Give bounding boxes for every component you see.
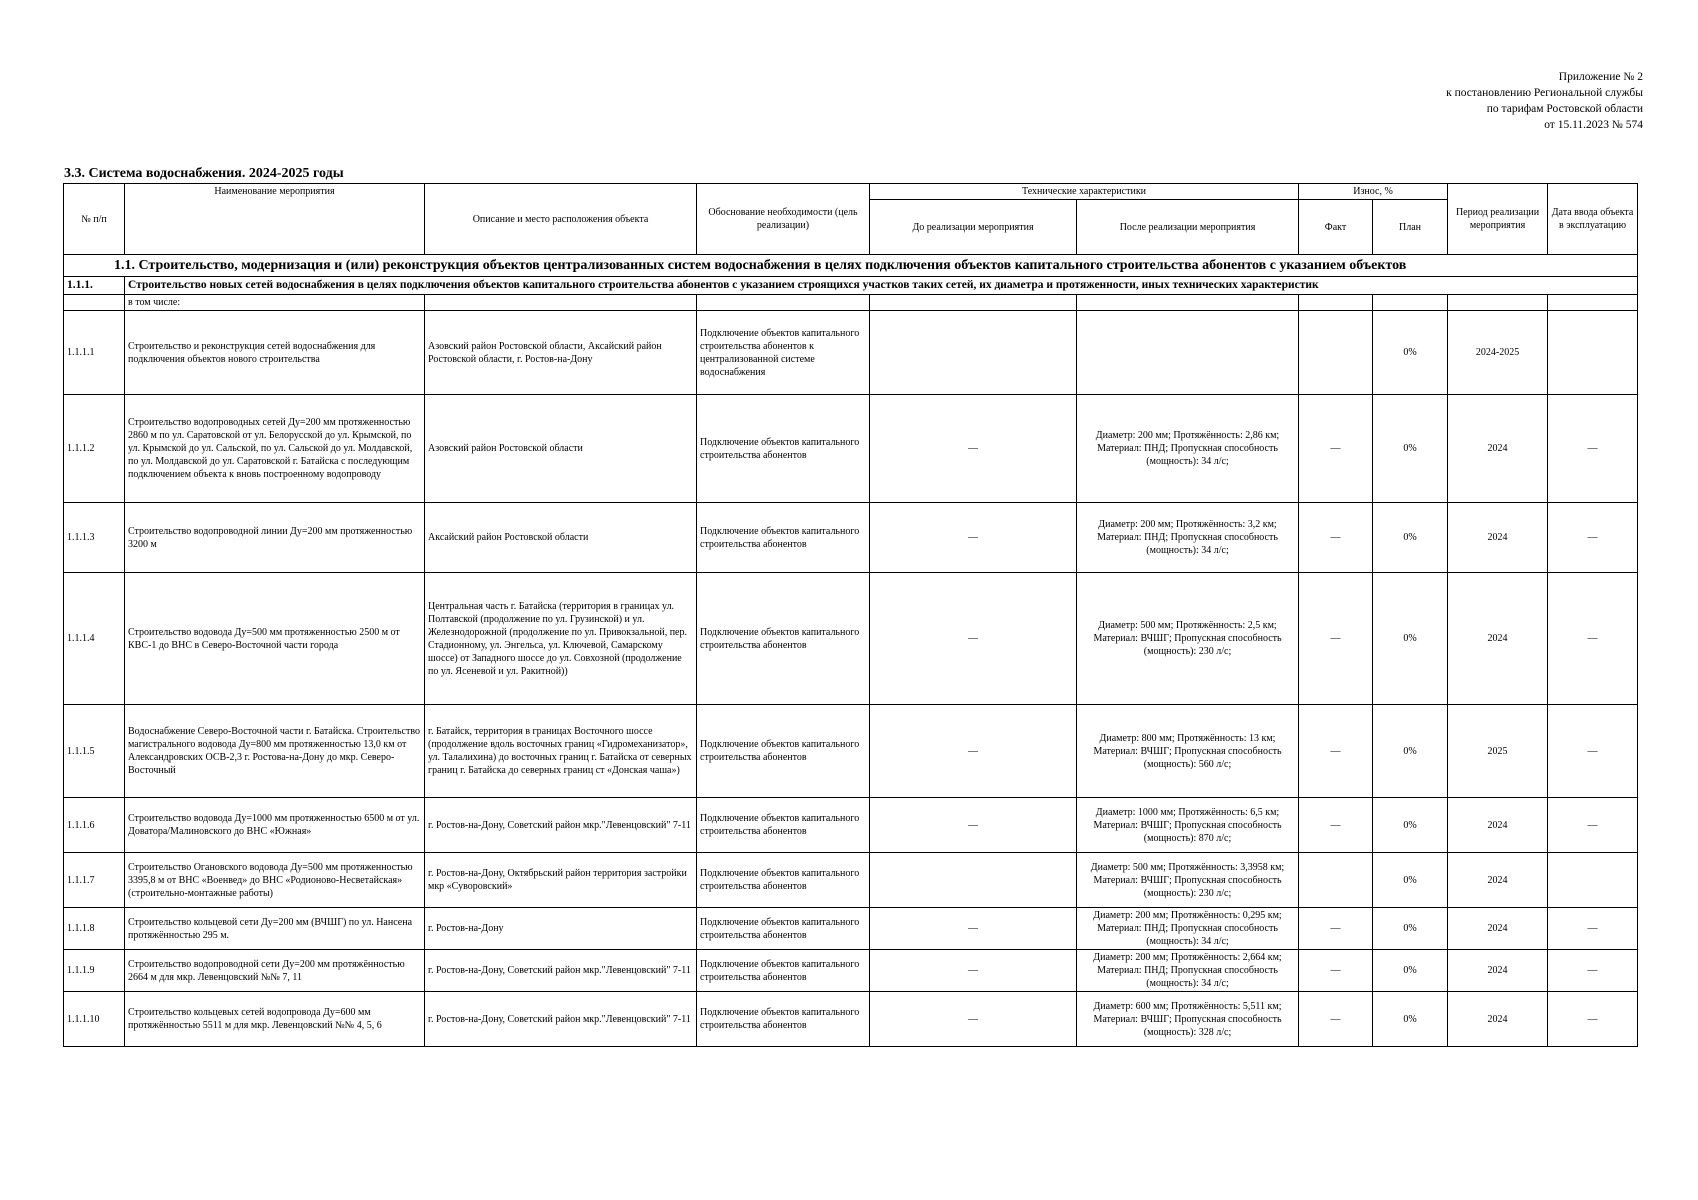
row-date: — <box>1548 503 1638 573</box>
row-num: 1.1.1.9 <box>64 950 125 992</box>
row-fact: — <box>1299 992 1373 1047</box>
row-reason: Подключение объектов капитального строительства абонентов к централизованной системе водоснабжения <box>697 311 870 395</box>
row-plan: 0% <box>1373 908 1448 950</box>
section-title: 3.3. Система водоснабжения. 2024-2025 годы <box>64 166 344 181</box>
row-before: — <box>870 950 1077 992</box>
group-1-1-1-num: 1.1.1. <box>64 277 125 295</box>
row-before: — <box>870 908 1077 950</box>
row-desc: г. Ростов-на-Дону <box>425 908 697 950</box>
row-date: — <box>1548 573 1638 705</box>
header-wear: Износ, % <box>1299 184 1448 200</box>
row-num: 1.1.1.4 <box>64 573 125 705</box>
row-num: 1.1.1.10 <box>64 992 125 1047</box>
row-date: — <box>1548 705 1638 798</box>
table-row <box>64 950 1638 992</box>
empty-cell <box>1548 295 1638 311</box>
row-num: 1.1.1.3 <box>64 503 125 573</box>
header-reason: Обоснование необходимости (цель реализации) <box>697 184 870 255</box>
appendix-line-1: Приложение № 2 <box>1558 71 1643 83</box>
row-after: Диаметр: 500 мм; Протяжённость: 3,3958 км; Материал: ВЧШГ; Пропускная способность (мощность): 230 л/с; <box>1077 853 1299 908</box>
row-before: — <box>870 395 1077 503</box>
empty-cell <box>64 295 125 311</box>
row-name: Строительство водовода Ду=500 мм протяженностью 2500 м от КВС-1 до ВНС в Северо-Восточной части города <box>125 573 425 705</box>
row-num: 1.1.1.7 <box>64 853 125 908</box>
row-desc: Центральная часть г. Батайска (территория в границах ул. Полтавской (продолжение по ул. Грузинской) и ул. Железнодорожной (продолжение по ул. Привокзальной, пер. Стадионному, ул. Энгельса, ул. Ключевой, Самарскому шоссе) от Западного шоссе до ул. Совхозной (продолжение по ул. Ясеневой и ул. Ракитной)) <box>425 573 697 705</box>
row-before: — <box>870 798 1077 853</box>
table-row <box>64 705 1638 798</box>
row-period: 2024 <box>1448 992 1548 1047</box>
row-fact <box>1299 311 1373 395</box>
row-num: 1.1.1.6 <box>64 798 125 853</box>
table-row <box>64 311 1638 395</box>
measures-table <box>63 183 1638 1047</box>
row-fact: — <box>1299 395 1373 503</box>
row-period: 2025 <box>1448 705 1548 798</box>
empty-cell <box>1448 295 1548 311</box>
row-date <box>1548 853 1638 908</box>
row-after: Диаметр: 200 мм; Протяжённость: 0,295 км; Материал: ПНД; Пропускная способность (мощность): 34 л/с; <box>1077 908 1299 950</box>
row-period: 2024 <box>1448 573 1548 705</box>
row-fact: — <box>1299 798 1373 853</box>
row-fact: — <box>1299 950 1373 992</box>
table-row <box>64 395 1638 503</box>
row-num: 1.1.1.1 <box>64 311 125 395</box>
empty-cell <box>697 295 870 311</box>
row-date: — <box>1548 950 1638 992</box>
appendix-line-2: к постановлению Региональной службы <box>1446 87 1643 99</box>
row-desc: г. Ростов-на-Дону, Советский район мкр."Левенцовский" 7-11 <box>425 992 697 1047</box>
header-date: Дата ввода объекта в эксплуатацию <box>1548 184 1638 255</box>
row-before <box>870 853 1077 908</box>
table-row <box>64 853 1638 908</box>
row-reason: Подключение объектов капитального строительства абонентов <box>697 798 870 853</box>
row-period: 2024 <box>1448 395 1548 503</box>
row-date: — <box>1548 798 1638 853</box>
row-num: 1.1.1.2 <box>64 395 125 503</box>
row-name: Строительство Огановского водовода Ду=500 мм протяженностью 3395,8 м от ВНС «Военвед» до ВНС «Родионово-Несветайская» (строительно-монтажные работы) <box>125 853 425 908</box>
empty-cell <box>1077 295 1299 311</box>
row-reason: Подключение объектов капитального строительства абонентов <box>697 992 870 1047</box>
row-date <box>1548 311 1638 395</box>
row-fact <box>1299 853 1373 908</box>
row-name: Строительство кольцевой сети Ду=200 мм (ВЧШГ) по ул. Нансена протяжённостью 295 м. <box>125 908 425 950</box>
row-name: Строительство водопроводных сетей Ду=200 мм протяженностью 2860 м по ул. Саратовской от ул. Белорусской до ул. Крымской, по ул. Крымской до ул. Сальской, по ул. Сальской до ул. Молдавской, по ул. Молдавской до ул. Саратовской г. Батайска с последующим подключением объекта к вновь построенному водопроводу <box>125 395 425 503</box>
group-1-1-1-title: Строительство новых сетей водоснабжения в целях подключения объектов капитального строительства абонентов с указанием строящихся участков таких сетей, их диаметра и протяженности, иных технических характеристик <box>125 277 1638 295</box>
row-name: Строительство водовода Ду=1000 мм протяженностью 6500 м от ул. Доватора/Малиновского до ВНС «Южная» <box>125 798 425 853</box>
row-desc: Азовский район Ростовской области, Аксайский район Ростовской области, г. Ростов-на-Дону <box>425 311 697 395</box>
header-num: № п/п <box>64 184 125 255</box>
row-period: 2024-2025 <box>1448 311 1548 395</box>
row-after: Диаметр: 500 мм; Протяжённость: 2,5 км; Материал: ВЧШГ; Пропускная способность (мощность): 230 л/с; <box>1077 573 1299 705</box>
row-period: 2024 <box>1448 908 1548 950</box>
table-row <box>64 992 1638 1047</box>
row-date: — <box>1548 908 1638 950</box>
table-row <box>64 503 1638 573</box>
row-date: — <box>1548 992 1638 1047</box>
row-fact: — <box>1299 705 1373 798</box>
row-plan: 0% <box>1373 573 1448 705</box>
header-name: Наименование мероприятия <box>125 184 425 255</box>
appendix-line-3: по тарифам Ростовской области <box>1486 103 1643 115</box>
row-after: Диаметр: 200 мм; Протяжённость: 3,2 км; Материал: ПНД; Пропускная способность (мощность): 34 л/с; <box>1077 503 1299 573</box>
row-plan: 0% <box>1373 950 1448 992</box>
row-period: 2024 <box>1448 503 1548 573</box>
row-after: Диаметр: 200 мм; Протяжённость: 2,86 км; Материал: ПНД; Пропускная способность (мощность): 34 л/с; <box>1077 395 1299 503</box>
empty-cell <box>1299 295 1373 311</box>
table-row <box>64 908 1638 950</box>
row-reason: Подключение объектов капитального строительства абонентов <box>697 908 870 950</box>
row-num: 1.1.1.8 <box>64 908 125 950</box>
empty-cell <box>425 295 697 311</box>
row-plan: 0% <box>1373 992 1448 1047</box>
row-after: Диаметр: 600 мм; Протяжённость: 5,511 км; Материал: ВЧШГ; Пропускная способность (мощность): 328 л/с; <box>1077 992 1299 1047</box>
row-plan: 0% <box>1373 853 1448 908</box>
row-fact: — <box>1299 908 1373 950</box>
header-after: После реализации мероприятия <box>1077 200 1299 255</box>
row-plan: 0% <box>1373 798 1448 853</box>
row-after: Диаметр: 1000 мм; Протяжённость: 6,5 км; Материал: ВЧШГ; Пропускная способность (мощность): 870 л/с; <box>1077 798 1299 853</box>
row-desc: г. Ростов-на-Дону, Октябрьский район территория застройки мкр «Суворовский» <box>425 853 697 908</box>
row-plan: 0% <box>1373 395 1448 503</box>
row-period: 2024 <box>1448 798 1548 853</box>
appendix-block <box>1446 69 1643 133</box>
row-desc: Азовский район Ростовской области <box>425 395 697 503</box>
group-1-1-title: 1.1. Строительство, модернизация и (или) реконструкция объектов централизованных систем водоснабжения в целях подключения объектов капитального строительства абонентов с указанием объектов <box>64 255 1638 277</box>
row-name: Строительство и реконструкция сетей водоснабжения для подключения объектов нового строительства <box>125 311 425 395</box>
row-desc: г. Ростов-на-Дону, Советский район мкр."Левенцовский" 7-11 <box>425 798 697 853</box>
row-name: Строительство водопроводной сети Ду=200 мм протяжённостью 2664 м для мкр. Левенцовский №№ 7, 11 <box>125 950 425 992</box>
row-fact: — <box>1299 573 1373 705</box>
row-period: 2024 <box>1448 853 1548 908</box>
row-plan: 0% <box>1373 503 1448 573</box>
row-name: Строительство водопроводной линии Ду=200 мм протяженностью 3200 м <box>125 503 425 573</box>
row-reason: Подключение объектов капитального строительства абонентов <box>697 503 870 573</box>
row-before <box>870 311 1077 395</box>
empty-cell <box>1373 295 1448 311</box>
row-date: — <box>1548 395 1638 503</box>
row-name: Водоснабжение Северо-Восточной части г. Батайска. Строительство магистрального водовода Ду=800 мм протяженностью 13,0 км от Александровских ОСВ-2,3 г. Ростова-на-Дону до мкр. Северо-Восточный <box>125 705 425 798</box>
row-num: 1.1.1.5 <box>64 705 125 798</box>
header-period: Период реализации мероприятия <box>1448 184 1548 255</box>
row-desc: г. Ростов-на-Дону, Советский район мкр."Левенцовский" 7-11 <box>425 950 697 992</box>
row-reason: Подключение объектов капитального строительства абонентов <box>697 395 870 503</box>
row-desc: г. Батайск, территория в границах Восточного шоссе (продолжение вдоль восточных границ «Гидромеханизатор», ул. Талалихина) до восточных границ г. Батайска от северных границ г. Батайска до северных границ ст «Донская чаша») <box>425 705 697 798</box>
row-before: — <box>870 992 1077 1047</box>
row-name: Строительство кольцевых сетей водопровода Ду=600 мм протяжённостью 5511 м для мкр. Левенцовский №№ 4, 5, 6 <box>125 992 425 1047</box>
header-plan: План <box>1373 200 1448 255</box>
including-label: в том числе: <box>125 295 425 311</box>
header-tech: Технические характеристики <box>870 184 1299 200</box>
row-plan: 0% <box>1373 311 1448 395</box>
header-fact: Факт <box>1299 200 1373 255</box>
row-before: — <box>870 503 1077 573</box>
row-after: Диаметр: 200 мм; Протяжённость: 2,664 км; Материал: ПНД; Пропускная способность (мощность): 34 л/с; <box>1077 950 1299 992</box>
header-before: До реализации мероприятия <box>870 200 1077 255</box>
row-reason: Подключение объектов капитального строительства абонентов <box>697 705 870 798</box>
row-after: Диаметр: 800 мм; Протяжённость: 13 км; Материал: ВЧШГ; Пропускная способность (мощность): 560 л/с; <box>1077 705 1299 798</box>
row-before: — <box>870 705 1077 798</box>
row-reason: Подключение объектов капитального строительства абонентов <box>697 573 870 705</box>
row-desc: Аксайский район Ростовской области <box>425 503 697 573</box>
row-reason: Подключение объектов капитального строительства абонентов <box>697 950 870 992</box>
table-row <box>64 573 1638 705</box>
empty-cell <box>870 295 1077 311</box>
row-plan: 0% <box>1373 705 1448 798</box>
row-before: — <box>870 573 1077 705</box>
row-period: 2024 <box>1448 950 1548 992</box>
table-row <box>64 798 1638 853</box>
row-reason: Подключение объектов капитального строительства абонентов <box>697 853 870 908</box>
row-after <box>1077 311 1299 395</box>
header-desc: Описание и место расположения объекта <box>425 184 697 255</box>
row-fact: — <box>1299 503 1373 573</box>
appendix-line-4: от 15.11.2023 № 574 <box>1544 119 1643 131</box>
